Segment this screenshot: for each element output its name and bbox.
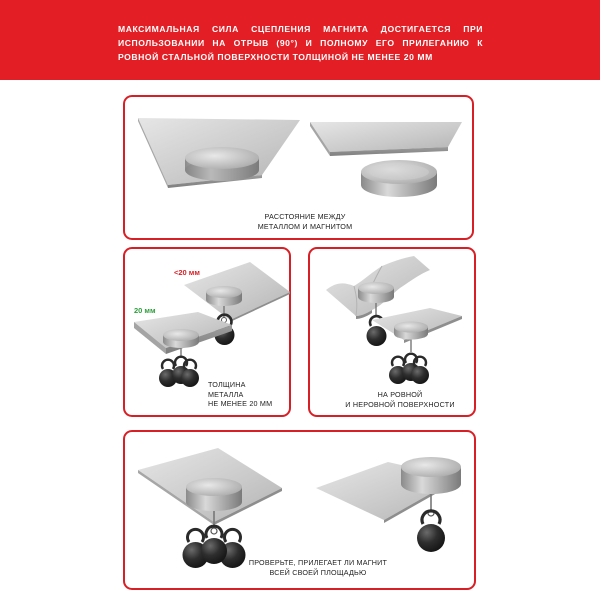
- caption-line: МЕТАЛЛОМ И МАГНИТОМ: [257, 221, 353, 231]
- caption-line: ВСЕЙ СВОЕЙ ПЛОЩАДЬЮ: [269, 567, 367, 577]
- kettlebell-icon: [183, 526, 246, 568]
- caption-line: ПРОВЕРЬТЕ, ПРИЛЕГАЕТ ЛИ МАГНИТ: [248, 558, 388, 567]
- label-thick-plate: 20 мм: [134, 306, 156, 315]
- magnet-icon: [401, 457, 461, 494]
- caption-line: И НЕРОВНОЙ ПОВЕРХНОСТИ: [345, 399, 455, 409]
- panel-contact-caption: [248, 558, 388, 577]
- caption-line: ТОЛЩИНА: [208, 380, 246, 389]
- banner-text: МАКСИМАЛЬНАЯ СИЛА СЦЕПЛЕНИЯ МАГНИТА ДОСТИГАЕТСЯ ПРИ ИСПОЛЬЗОВАНИИ НА ОТРЫВ (90°) И ПОЛНОМУ ЕГО ПРИЛЕГАНИЮ К РОВНОЙ СТАЛЬНОЙ ПОВЕРХНОСТИ ТОЛЩИНОЙ НЕ МЕНЕЕ 20 ММ: [118, 24, 483, 62]
- label-thin-plate: <20 мм: [174, 268, 200, 277]
- caption-line: РАССТОЯНИЕ МЕЖДУ: [264, 212, 346, 221]
- magnet-icon: [186, 478, 242, 511]
- caption-line: НА РОВНОЙ: [377, 390, 423, 399]
- caption-line: МЕТАЛЛА: [208, 389, 244, 399]
- caption-line: НЕ МЕНЕЕ 20 ММ: [208, 399, 273, 408]
- kettlebell-icon: [417, 511, 445, 552]
